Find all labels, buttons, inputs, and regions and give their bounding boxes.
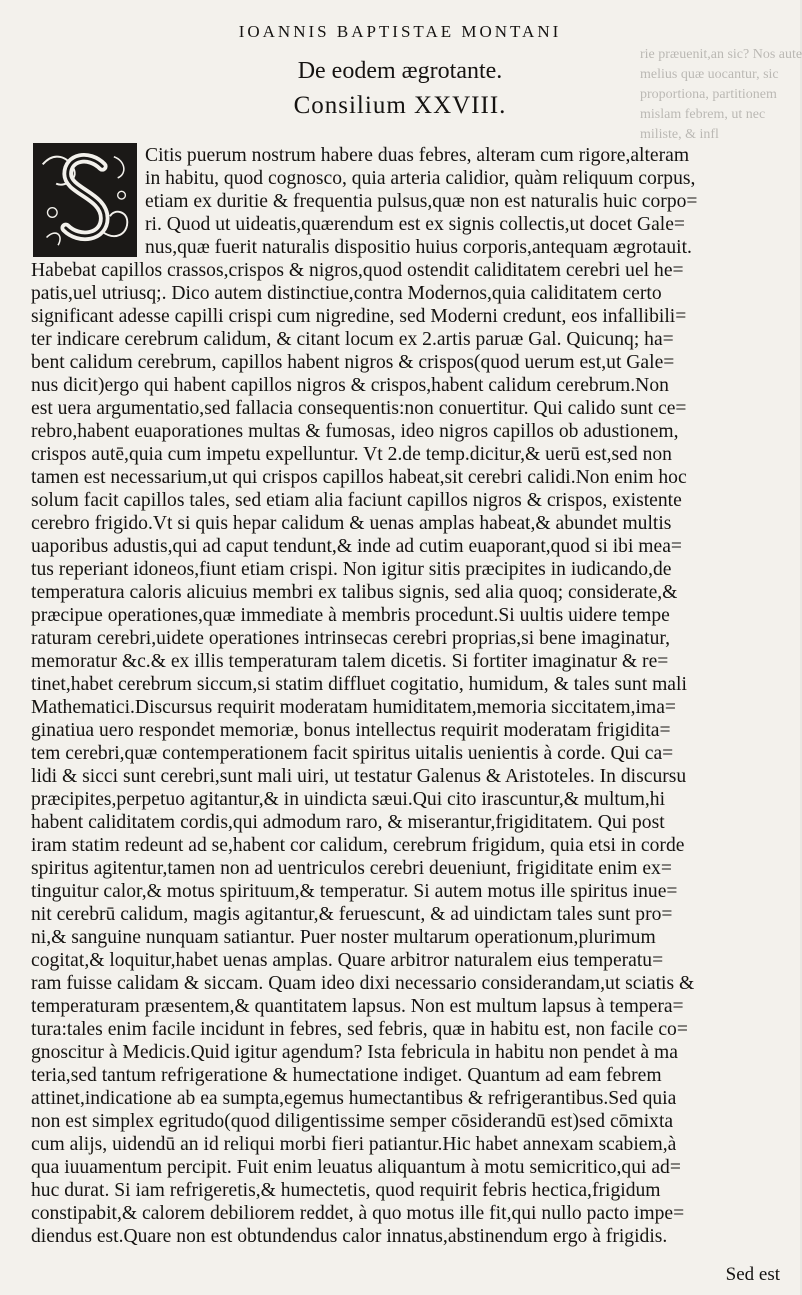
text-line: lidi & sicci sunt cerebri,sunt mali uiri, ut testatur Galenus & Aristoteles. In discursu	[31, 766, 687, 787]
text-line: crispos autē,quia cum impetu expelluntur. Vt 2.de temp.dicitur,& uerū est,sed non	[31, 444, 672, 465]
text-line: temperaturam præsentem,& quantitatem lapsus. Non est multum lapsus à tempera=	[31, 996, 684, 1017]
text-line: teria,sed tantum refrigeratione & humectatione indiget. Quantum ad eam febrem	[31, 1065, 662, 1086]
text-line: spiritus agitentur,tamen non ad uentriculos cerebri deueniunt, frigiditate enim ex=	[31, 858, 672, 879]
bleed-line: proportiona, partitionem	[640, 87, 777, 102]
text-line: præcipites,perpetuo agitantur,& in uindicta sæui.Qui cito irascuntur,& multum,hi	[31, 789, 666, 810]
running-head: IOANNIS BAPTISTAE MONTANI	[238, 22, 562, 41]
text-line: cum alijs, uidendū an id reliqui morbi fieri patiantur.Hic habet annexam scabiem,à	[31, 1134, 677, 1155]
text-line: bent calidum cerebrum, capillos habent nigros & crispos(quod uerum est,ut Gale=	[31, 352, 675, 373]
text-line: est uera argumentatio,sed fallacia consequentis:non conuertitur. Qui calido sunt ce=	[31, 398, 687, 419]
text-line: cerebro frigido.Vt si quis hepar calidum & uenas amplas habeat,& abundet multis	[31, 513, 672, 534]
text-line: Habebat capillos crassos,crispos & nigros,quod ostendit caliditatem cerebri uel he=	[31, 260, 684, 281]
text-line: nit cerebrū calidum, magis agitantur,& feruescunt, & ad uindictam tales sunt pro=	[31, 904, 673, 925]
text-line: non est simplex egritudo(quod diligentissime semper cōsiderandū est)sed cōmixta	[31, 1111, 674, 1132]
text-line: ram fuisse calidam & siccam. Quam ideo dixi necessario considerandam,ut sciatis &	[31, 973, 695, 994]
text-line: in habitu, quod cognosco, quia arteria calidior, quàm reliquum corpus,	[145, 168, 696, 189]
text-line: ni,& sanguine nunquam satiantur. Puer noster multarum operationum,plurimum	[31, 927, 656, 948]
text-line: memoratur &c.& ex illis temperaturam talem dicetis. Si fortiter imaginatur & re=	[31, 651, 669, 672]
text-line: diendus est.Quare non est obtundendus calor innatus,abstinendum ergo à frigidis.	[31, 1226, 668, 1247]
text-line: habent caliditatem cordis,qui admodum raro, & miserantur,frigiditatem. Qui post	[31, 812, 665, 833]
text-line: etiam ex duritie & frequentia pulsus,quæ non est naturalis huic corpo=	[145, 191, 698, 212]
bleed-line: rie præuenit,an sic? Nos aute	[640, 47, 802, 62]
text-line: constipabit,& calorem debiliorem reddet, à quo motus ille fit,qui nullo pacto impe=	[31, 1203, 685, 1224]
text-line: uaporibus adustis,qui ad caput tendunt,& inde ad cutim euaporant,quod si ibi mea=	[31, 536, 682, 557]
text-line: raturam cerebri,uidete operationes intrinsecas cerebri proprias,si bene imaginatur,	[31, 628, 671, 649]
text-line: ri. Quod ut uideatis,quærendum est ex signis collectis,ut docet Gale=	[145, 214, 685, 235]
text-line: attinet,indicatione ab ea sumpta,egemus humectantibus & refrigerantibus.Sed quia	[31, 1088, 677, 1109]
text-line: tem cerebri,quæ contemperationem facit spiritus uitalis uenientis à corde. Qui ca=	[31, 743, 674, 764]
text-line: gnoscitur à Medicis.Quid igitur agendum? Ista febricula in habitu non pendet à ma	[31, 1042, 678, 1063]
bleed-line: mislam febrem, ut nec	[640, 107, 766, 122]
text-line: tus reperiant idoneos,fiunt etiam crispi. Non igitur sitis præcipites in iudicando,de	[31, 559, 672, 580]
text-line: temperatura caloris alicuius membri ex talibus signis, sed alia quoq; considerate,&	[31, 582, 678, 603]
text-line: tamen est necessarium,ut qui crispos capillos habeat,sit cerebri calidi.Non enim hoc	[31, 467, 687, 488]
decorated-initial-s	[33, 143, 137, 257]
text-line: solum facit capillos tales, sed etiam alia faciunt capillos nigros & crispos, existente	[31, 490, 682, 511]
consilium-title: De eodem ægrotante.	[297, 58, 503, 84]
consilium-number: Consilium XXVIII.	[293, 92, 507, 119]
text-line: tinguitur calor,& motus spirituum,& temperatur. Si autem motus ille spiritus inue=	[31, 881, 678, 902]
text-line: tinet,habet cerebrum siccum,si statim diffluet cogitatio, humidum, & tales sunt mali	[31, 674, 687, 695]
text-line: ter indicare cerebrum calidum, & citant locum ex 2.artis paruæ Gal. Quicunq; ha=	[31, 329, 674, 350]
text-line: huc durat. Si iam refrigeretis,& humectetis, quod requirit febris hectica,frigidum	[31, 1180, 661, 1201]
text-line: tura:tales enim facile incidunt in febres, sed febris, quæ in habitu est, non facile co=	[31, 1019, 688, 1040]
text-line: rebro,habent euaporationes multas & fumosas, ideo nigros capillos ob adustionem,	[31, 421, 679, 442]
text-line: nus,quæ fuerit naturalis dispositio huius corporis,antequam ægrotauit.	[145, 237, 692, 258]
text-line: Citis puerum nostrum habere duas febres, alteram cum rigore,alteram	[145, 145, 690, 166]
text-line: Mathematici.Discursus requirit moderatam humiditatem,memoria siccitatem,ima=	[31, 697, 676, 718]
catchword: Sed est	[725, 1264, 780, 1285]
text-line: iram statim redeunt ad se,habent cor calidum, cerebrum frigidum, quia etsi in corde	[31, 835, 685, 856]
text-line: significant adesse capilli crispi cum nigredine, sed Moderni credunt, eos infallibili=	[31, 306, 687, 327]
text-line: ginatiua uero respondet memoriæ, bonus intellectus requirit moderatam frigidita=	[31, 720, 671, 741]
text-line: qua iuuamentum percipit. Fuit enim leuatus aliquantum à motu semicritico,qui ad=	[31, 1157, 681, 1178]
floral-initial-icon	[35, 145, 135, 255]
text-line: nus dicit)ergo qui habent capillos nigros & crispos,habent calidum cerebrum.Non	[31, 375, 669, 396]
text-line: cogitat,& loquitur,habet uenas amplas. Quare arbitror naturalem eius temperatu=	[31, 950, 664, 971]
text-line: patis,uel utriusq;. Dico autem distinctiue,contra Modernos,quia caliditatem certo	[31, 283, 662, 304]
bleed-line: miliste, & infl	[640, 127, 719, 142]
text-line: præcipue operationes,quæ immediate à membris procedunt.Si uultis uidere tempe	[31, 605, 670, 626]
bleed-line: melius quæ uocantur, sic	[640, 67, 779, 82]
